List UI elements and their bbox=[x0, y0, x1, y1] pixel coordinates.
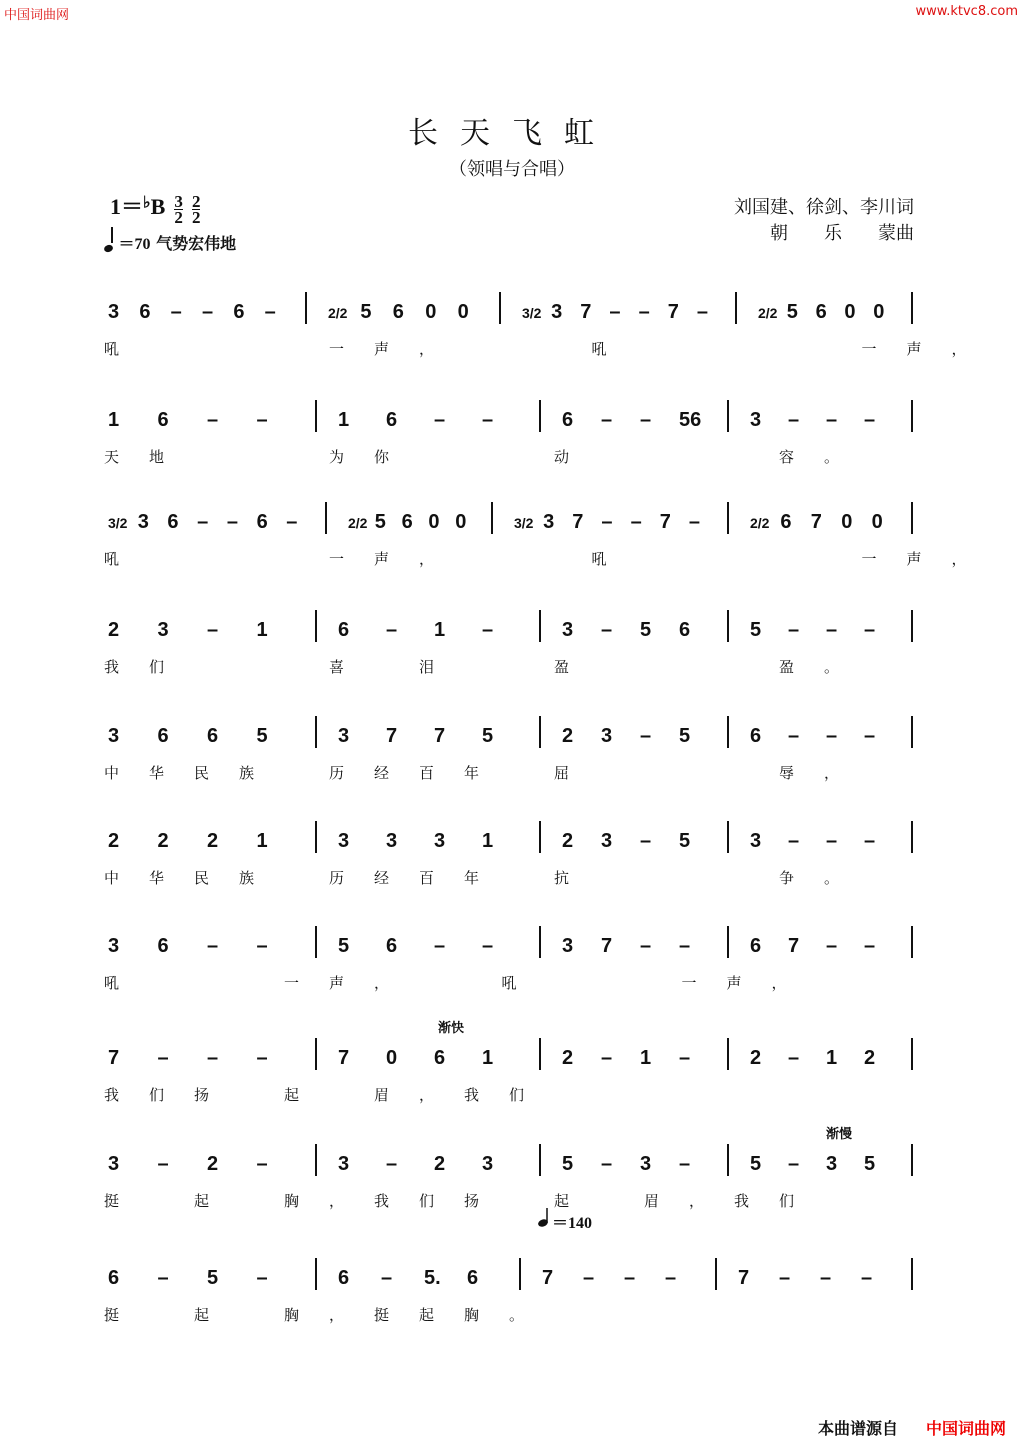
lyrics-line: 我们扬 起 眉，我们 bbox=[104, 1086, 555, 1104]
note: – bbox=[170, 301, 182, 323]
note: 0 bbox=[425, 301, 437, 323]
note: – bbox=[601, 409, 613, 431]
note: – bbox=[665, 1267, 677, 1289]
note: 2/2 bbox=[328, 305, 348, 321]
note: 6 bbox=[157, 935, 169, 957]
note: – bbox=[638, 301, 650, 323]
note: 6 bbox=[780, 511, 792, 533]
lyrics-line: 我们 喜 泪 盈 盈。 bbox=[104, 658, 870, 676]
note: – bbox=[583, 1267, 595, 1289]
note: – bbox=[624, 1267, 636, 1289]
note: 5 bbox=[256, 725, 268, 747]
note: 1 bbox=[338, 409, 350, 431]
note: – bbox=[696, 301, 708, 323]
note: – bbox=[779, 1267, 791, 1289]
note: 7 bbox=[738, 1267, 750, 1289]
note: 3 bbox=[562, 619, 574, 641]
note: 3 bbox=[157, 619, 169, 641]
note: – bbox=[864, 725, 876, 747]
lyrics-line: 吼 一声， 吼 一声， bbox=[104, 974, 817, 992]
note: – bbox=[482, 935, 494, 957]
note: 56 bbox=[679, 409, 702, 431]
note: – bbox=[820, 1267, 832, 1289]
note: – bbox=[226, 511, 238, 533]
note: – bbox=[640, 725, 652, 747]
note: 6 bbox=[338, 619, 350, 641]
note: 2/2 bbox=[758, 305, 778, 321]
note: – bbox=[861, 1267, 873, 1289]
note: 6 bbox=[108, 1267, 120, 1289]
note: 6 bbox=[157, 725, 169, 747]
note: – bbox=[207, 409, 219, 431]
note: 6 bbox=[401, 511, 413, 533]
lyrics-line: 天地 为你 动 容。 bbox=[104, 448, 870, 466]
note: 3 bbox=[338, 725, 350, 747]
note: 7 bbox=[542, 1267, 554, 1289]
note: 3 bbox=[543, 511, 555, 533]
note: – bbox=[679, 935, 691, 957]
note: 7 bbox=[338, 1047, 350, 1069]
note: 2 bbox=[864, 1047, 876, 1069]
note: – bbox=[434, 409, 446, 431]
watermark-right: www.ktvc8.com bbox=[915, 4, 1018, 19]
note: 3 bbox=[640, 1153, 652, 1175]
note: – bbox=[286, 511, 298, 533]
note: – bbox=[256, 1267, 268, 1289]
note: – bbox=[197, 511, 209, 533]
note: – bbox=[207, 619, 219, 641]
note: 7 bbox=[580, 301, 592, 323]
note: 3 bbox=[108, 1153, 120, 1175]
note: – bbox=[601, 619, 613, 641]
note: 0 bbox=[386, 1047, 398, 1069]
note: – bbox=[788, 1153, 800, 1175]
note: – bbox=[864, 619, 876, 641]
note: 5 bbox=[207, 1267, 219, 1289]
note: – bbox=[202, 301, 214, 323]
note: 3 bbox=[108, 725, 120, 747]
key-prefix: 1＝ bbox=[110, 194, 144, 219]
note: – bbox=[386, 1153, 398, 1175]
note: – bbox=[256, 1047, 268, 1069]
lyrics-line: 吼 一声， 吼 一声， bbox=[104, 340, 997, 358]
note: – bbox=[601, 511, 613, 533]
note: 2 bbox=[562, 830, 574, 852]
note: 2/2 bbox=[750, 515, 770, 531]
note: – bbox=[826, 725, 838, 747]
note: 5 bbox=[338, 935, 350, 957]
note: – bbox=[256, 409, 268, 431]
note: – bbox=[640, 409, 652, 431]
note: 6 bbox=[467, 1267, 479, 1289]
expression-mark: 渐慢 bbox=[826, 1127, 853, 1142]
lyrics-line: 吼 一声， 吼 一声， bbox=[104, 550, 997, 568]
tempo-change: ＝140 bbox=[552, 1215, 593, 1232]
note: – bbox=[434, 935, 446, 957]
note: 7 bbox=[572, 511, 584, 533]
note: 6 bbox=[750, 935, 762, 957]
note: – bbox=[826, 830, 838, 852]
note: 5 bbox=[679, 725, 691, 747]
note: – bbox=[788, 409, 800, 431]
note: 1 bbox=[108, 409, 120, 431]
composer-credit: 朝 乐 蒙曲 bbox=[770, 223, 914, 244]
note: 0 bbox=[455, 511, 467, 533]
note: 5. bbox=[424, 1267, 441, 1289]
note: – bbox=[788, 830, 800, 852]
note: 3 bbox=[482, 1153, 494, 1175]
note: 5 bbox=[679, 830, 691, 852]
note: – bbox=[640, 935, 652, 957]
note: – bbox=[640, 830, 652, 852]
song-subtitle: （领唱与合唱） bbox=[449, 159, 575, 180]
note: 5 bbox=[750, 1153, 762, 1175]
note: 3 bbox=[551, 301, 563, 323]
note: 3 bbox=[338, 1153, 350, 1175]
note: 3 bbox=[108, 301, 120, 323]
lyrics-line: 中华民族 历经百年 屈 辱， bbox=[104, 764, 870, 782]
note: 1 bbox=[482, 1047, 494, 1069]
note: – bbox=[788, 725, 800, 747]
note: 5 bbox=[482, 725, 494, 747]
note: 1 bbox=[256, 830, 268, 852]
note: 3/2 bbox=[108, 515, 128, 531]
note: 6 bbox=[679, 619, 691, 641]
note: 5 bbox=[640, 619, 652, 641]
note: – bbox=[788, 1047, 800, 1069]
note: 0 bbox=[871, 511, 883, 533]
note: 1 bbox=[640, 1047, 652, 1069]
note: – bbox=[630, 511, 642, 533]
note: 6 bbox=[167, 511, 179, 533]
note: 0 bbox=[873, 301, 885, 323]
note: 6 bbox=[386, 935, 398, 957]
note: 2 bbox=[157, 830, 169, 852]
note: 5 bbox=[562, 1153, 574, 1175]
note: 2 bbox=[207, 830, 219, 852]
note: 2 bbox=[750, 1047, 762, 1069]
note: – bbox=[688, 511, 700, 533]
note: 3 bbox=[338, 830, 350, 852]
note: – bbox=[256, 1153, 268, 1175]
note: – bbox=[386, 619, 398, 641]
note: 7 bbox=[788, 935, 800, 957]
note: 2 bbox=[562, 1047, 574, 1069]
note: – bbox=[788, 619, 800, 641]
note: – bbox=[601, 1153, 613, 1175]
note: 7 bbox=[667, 301, 679, 323]
note: 5 bbox=[374, 511, 386, 533]
note: 0 bbox=[428, 511, 440, 533]
note: 3/2 bbox=[514, 515, 534, 531]
lyricist-credit: 刘国建、徐剑、李川词 bbox=[734, 197, 914, 218]
note: 6 bbox=[207, 725, 219, 747]
note: 1 bbox=[826, 1047, 838, 1069]
note: – bbox=[826, 619, 838, 641]
song-title: 长天飞虹 bbox=[408, 116, 616, 151]
note: – bbox=[826, 935, 838, 957]
note: – bbox=[157, 1153, 169, 1175]
note: 3 bbox=[108, 935, 120, 957]
note: 7 bbox=[108, 1047, 120, 1069]
note: 0 bbox=[457, 301, 469, 323]
note: – bbox=[157, 1267, 169, 1289]
note: – bbox=[207, 1047, 219, 1069]
note: 1 bbox=[434, 619, 446, 641]
note: – bbox=[601, 1047, 613, 1069]
note: 0 bbox=[841, 511, 853, 533]
note: 7 bbox=[810, 511, 822, 533]
note: 6 bbox=[256, 511, 268, 533]
time-signature-1: $\frac{3}{2}$ bbox=[174, 192, 183, 227]
note: 7 bbox=[386, 725, 398, 747]
note: – bbox=[679, 1047, 691, 1069]
note: 6 bbox=[562, 409, 574, 431]
expression-mark: 渐快 bbox=[438, 1021, 465, 1036]
note: 2 bbox=[207, 1153, 219, 1175]
note: 2 bbox=[108, 619, 120, 641]
lyrics-line: 挺 起 胸，我们扬 起 眉，我们 bbox=[104, 1192, 825, 1210]
note: 6 bbox=[750, 725, 762, 747]
note: 3 bbox=[137, 511, 149, 533]
note: – bbox=[864, 935, 876, 957]
note: 6 bbox=[139, 301, 151, 323]
note: – bbox=[864, 409, 876, 431]
note: 6 bbox=[338, 1267, 350, 1289]
note: 6 bbox=[157, 409, 169, 431]
note: 7 bbox=[601, 935, 613, 957]
note: 2 bbox=[108, 830, 120, 852]
watermark-left: 中国词曲网 bbox=[4, 8, 70, 23]
note: 1 bbox=[482, 830, 494, 852]
footer-source-site: 中国词曲网 bbox=[926, 1419, 1007, 1438]
note: – bbox=[256, 935, 268, 957]
note: – bbox=[864, 830, 876, 852]
note: – bbox=[826, 409, 838, 431]
note: – bbox=[609, 301, 621, 323]
note: 2 bbox=[434, 1153, 446, 1175]
key-note: B bbox=[150, 194, 166, 219]
note: 5 bbox=[360, 301, 372, 323]
note: 5 bbox=[750, 619, 762, 641]
note: 6 bbox=[434, 1047, 446, 1069]
note: 3 bbox=[750, 409, 762, 431]
note: 5 bbox=[786, 301, 798, 323]
note: 6 bbox=[386, 409, 398, 431]
note: 6 bbox=[233, 301, 245, 323]
note: 3 bbox=[434, 830, 446, 852]
note: 6 bbox=[815, 301, 827, 323]
flat-sign: ♭ bbox=[143, 194, 151, 212]
time-signature-2: $\frac{2}{2}$ bbox=[191, 192, 201, 227]
note: – bbox=[157, 1047, 169, 1069]
note: 1 bbox=[256, 619, 268, 641]
note: 3/2 bbox=[522, 305, 542, 321]
note: 3 bbox=[601, 830, 613, 852]
note: 2 bbox=[562, 725, 574, 747]
note: 5 bbox=[864, 1153, 876, 1175]
note: 7 bbox=[659, 511, 671, 533]
note: 3 bbox=[562, 935, 574, 957]
note: 3 bbox=[601, 725, 613, 747]
note: – bbox=[679, 1153, 691, 1175]
tempo-marking: ＝70 气势宏伟地 bbox=[104, 231, 236, 254]
footer-source-label: 本曲谱源自 bbox=[818, 1419, 899, 1438]
note: – bbox=[207, 935, 219, 957]
note: – bbox=[482, 619, 494, 641]
lyrics-line: 中华民族 历经百年 抗 争。 bbox=[104, 869, 870, 887]
note: 7 bbox=[434, 725, 446, 747]
note: 0 bbox=[844, 301, 856, 323]
note: 3 bbox=[386, 830, 398, 852]
note: 2/2 bbox=[348, 515, 368, 531]
note: – bbox=[264, 301, 276, 323]
note: 3 bbox=[750, 830, 762, 852]
lyrics-line: 挺 起 胸，挺起胸。 bbox=[104, 1306, 555, 1324]
note: – bbox=[482, 409, 494, 431]
note: 6 bbox=[392, 301, 404, 323]
note: – bbox=[381, 1267, 393, 1289]
note: 3 bbox=[826, 1153, 838, 1175]
